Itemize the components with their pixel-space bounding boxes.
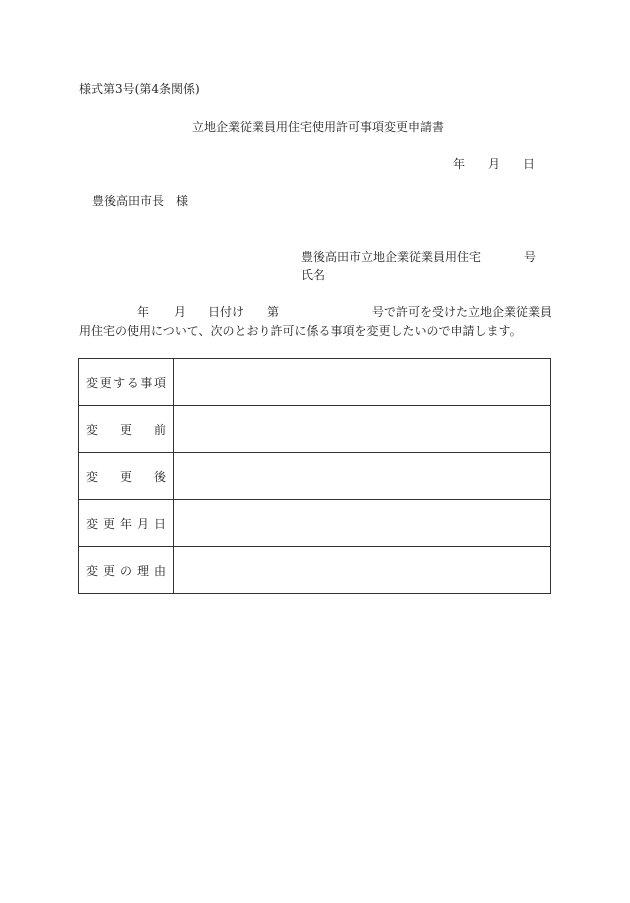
date-year-label: 年 (453, 157, 466, 171)
body-year-label: 年 (137, 305, 150, 319)
change-date-label (79, 515, 173, 532)
table-row-changed-item (79, 359, 551, 406)
changed-item-label (79, 374, 173, 391)
label-char: 変 (86, 563, 99, 578)
label-char: る (126, 375, 139, 390)
label-char: 変 (86, 422, 99, 437)
before-change-label (79, 421, 173, 438)
housing-label: 豊後高田市立地企業従業員用住宅 (301, 250, 482, 264)
label-char: 事 (140, 375, 153, 390)
after-change-value-cell[interactable] (174, 453, 551, 500)
change-date-value-cell[interactable] (174, 500, 551, 547)
label-char: 由 (153, 563, 166, 578)
label-char: 更 (99, 375, 112, 390)
label-char: す (113, 375, 126, 390)
label-char: 変 (86, 516, 99, 531)
before-change-value-cell[interactable] (174, 406, 551, 453)
label-char: 項 (153, 375, 166, 390)
label-char: 更 (119, 422, 132, 437)
change-reason-label (79, 562, 173, 579)
body-month-label: 月 (174, 305, 187, 319)
form-number: 様式第3号(第4条関係) (79, 82, 200, 96)
document-title: 立地企業従業員用住宅使用許可事項変更申請書 (192, 120, 445, 134)
body-dated-label: 日付け (208, 305, 245, 319)
housing-number-suffix: 号 (524, 250, 537, 264)
table-row-change-reason (79, 547, 551, 594)
body-line1-text: 号で許可を受けた立地企業従業員 (372, 305, 553, 319)
label-char: 更 (119, 469, 132, 484)
label-char: 理 (136, 563, 149, 578)
label-char: 更 (102, 516, 115, 531)
applicant-name-label: 氏名 (301, 268, 326, 282)
label-char: の (119, 563, 132, 578)
date-month-label: 月 (488, 157, 501, 171)
label-char: 年 (119, 516, 132, 531)
after-change-label (79, 468, 173, 485)
table-row-before-change (79, 406, 551, 453)
after-change-label-cell (79, 453, 174, 500)
label-char: 変 (86, 375, 99, 390)
addressee: 豊後高田市長 様 (92, 194, 189, 208)
label-char: 日 (153, 516, 166, 531)
table-row-after-change (79, 453, 551, 500)
changed-item-label-cell (79, 359, 174, 406)
label-char: 月 (136, 516, 149, 531)
body-line2-text: 用住宅の使用について、次のとおり許可に係る事項を変更したいので申請します。 (79, 324, 522, 338)
label-char: 更 (102, 563, 115, 578)
table-row-change-date (79, 500, 551, 547)
change-reason-label-cell (79, 547, 174, 594)
body-number-prefix: 第 (267, 305, 280, 319)
label-char: 前 (153, 422, 166, 437)
label-char: 変 (86, 469, 99, 484)
changed-item-value-cell[interactable] (174, 359, 551, 406)
change-reason-value-cell[interactable] (174, 547, 551, 594)
date-day-label: 日 (523, 157, 536, 171)
label-char: 後 (153, 469, 166, 484)
change-date-label-cell (79, 500, 174, 547)
before-change-label-cell (79, 406, 174, 453)
change-details-table (78, 358, 551, 594)
